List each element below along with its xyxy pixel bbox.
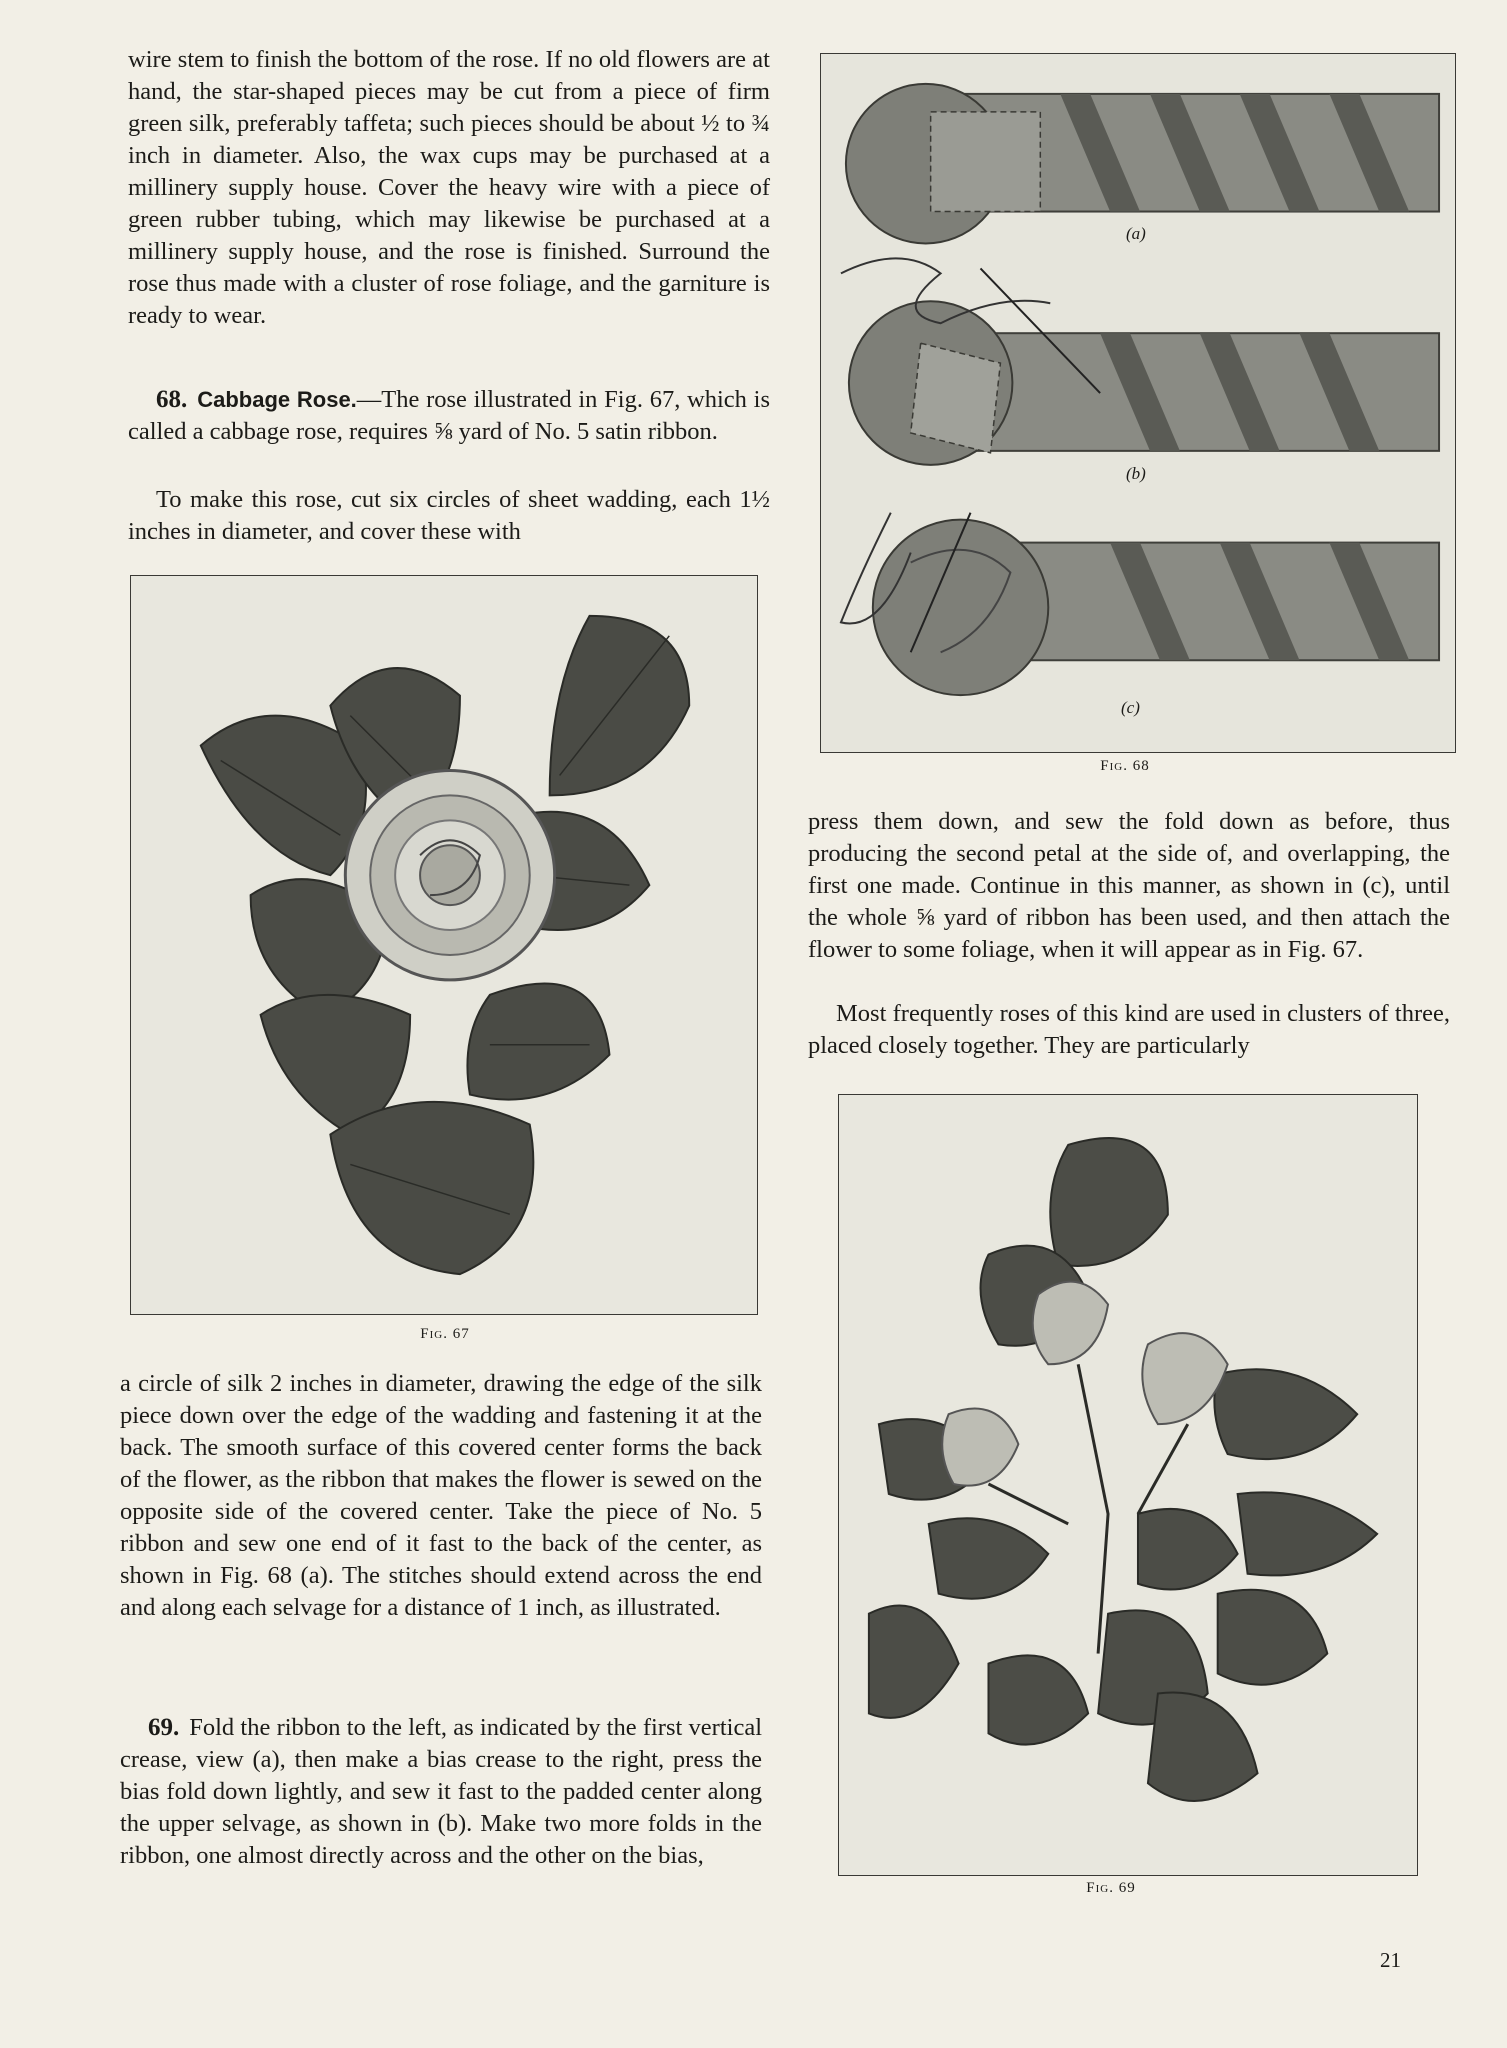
figure-68-label-c: (c): [1121, 698, 1140, 717]
figure-69-rosebud-cluster-photo: [838, 1094, 1418, 1876]
figure-68-label-b: (b): [1126, 464, 1146, 483]
section-68-text: —The rose illustrated in Fig. 67, which is called a cabbage rose, requires ⅝ yard of No. 5 satin ribbon.: [128, 386, 770, 445]
figure-67-caption: Fig. 67: [420, 1326, 470, 1342]
right-paragraph-2: Most frequently roses of this kind are used in clusters of three, placed closely together. They are particularly: [808, 1000, 1450, 1059]
section-heading-cabbage-rose: Cabbage Rose.: [197, 387, 357, 412]
section-number-68: 68.: [156, 386, 188, 413]
left-paragraph-1: wire stem to finish the bottom of the rose. If no old flowers are at hand, the star-shaped pieces may be cut from a piece of firm green silk, preferably taffeta; such pieces should be about ½ to ¾ inch in diameter. Also, the wax cups may be purchased at a millinery supply house. Cover the heavy wire with a piece of green rubber tubing, which may likewise be purchased at a millinery supply house, and the rose is finished. Surround the rose thus made with a cluster of rose foliage, and the garniture is ready to wear.: [128, 46, 770, 329]
figure-67-cabbage-rose-photo: [130, 575, 758, 1315]
figure-68-ribbon-folding-steps: [820, 53, 1456, 753]
section-69-text: Fold the ribbon to the left, as indicated by the first vertical crease, view (a), then make a bias crease to the right, press the bias fold down lightly, and sew it fast to the padded center along the upper selvage, as shown in (b). Make two more folds in the ribbon, one almost directly across and the other on the bias,: [120, 1714, 762, 1869]
section-69-paragraph: [120, 1712, 762, 1872]
page-number: 21: [1380, 1948, 1401, 1972]
figure-68-caption: Fig. 68: [1100, 758, 1150, 774]
figure-69-caption: Fig. 69: [1086, 1880, 1136, 1896]
right-paragraph-1: press them down, and sew the fold down as before, thus producing the second petal at the side of, and overlapping, the first one made. Continue in this manner, as shown in (c), until the whole ⅝ yard of ribbon has been used, and then attach the flower to some foliage, when it will appear as in Fig. 67.: [808, 808, 1450, 963]
section-number-69: 69.: [148, 1714, 180, 1741]
section-68-paragraph: [128, 384, 770, 448]
left-paragraph-3: To make this rose, cut six circles of sheet wadding, each 1½ inches in diameter, and cover these with: [128, 486, 770, 545]
figure-68-label-a: (a): [1126, 224, 1146, 243]
left-paragraph-4: a circle of silk 2 inches in diameter, drawing the edge of the silk piece down over the edge of the wadding and fastening it at the back. The smooth surface of this covered center forms the back of the flower, as the ribbon that makes the flower is sewed on the opposite side of the covered center. Take the piece of No. 5 ribbon and sew one end of it fast to the back of the center, as shown in Fig. 68 (a). The stitches should extend across the end and along each selvage for a distance of 1 inch, as illustrated.: [120, 1370, 762, 1621]
